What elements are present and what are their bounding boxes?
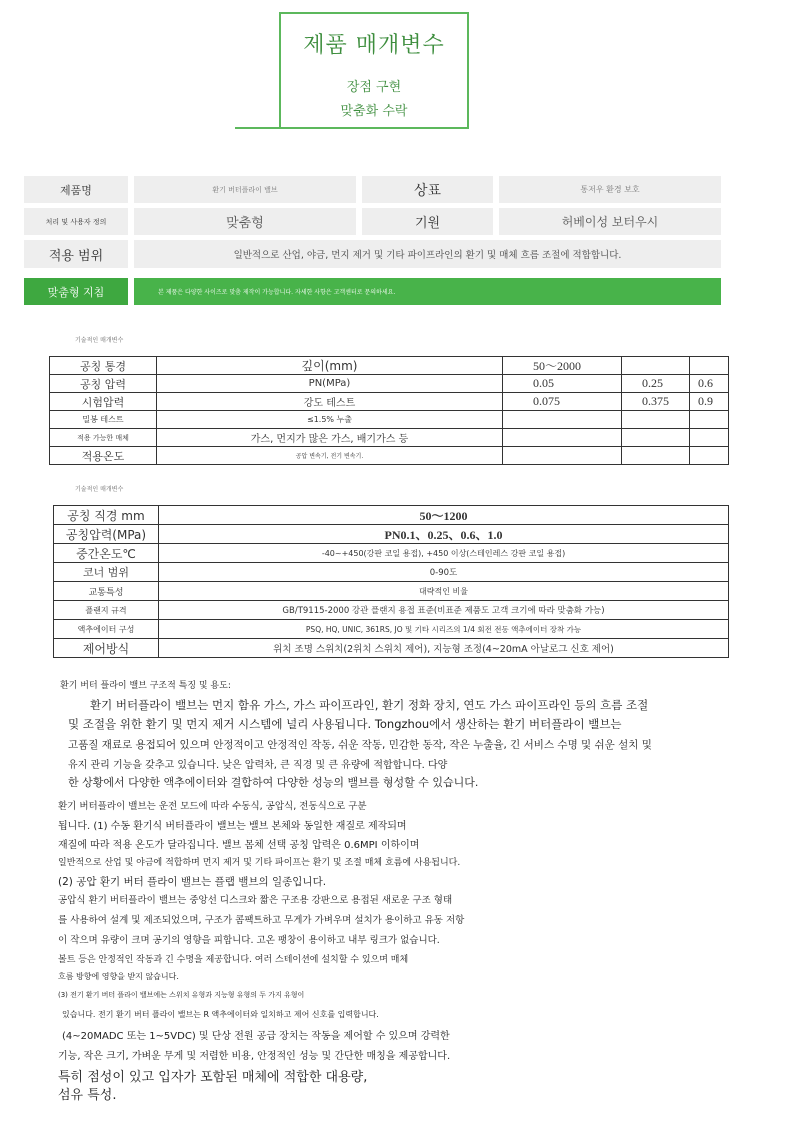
spec-label: 액추에이터 구성: [54, 620, 159, 639]
spec-value: PN0.1、0.25、0.6、1.0: [159, 525, 729, 544]
spec-row: [50, 357, 729, 375]
spec-label: 공칭 통경: [50, 357, 157, 375]
spec-value: [503, 411, 622, 429]
desc-line: 및 조절을 위한 환기 및 먼지 제거 시스템에 널리 사용됩니다. Tongzhou에서 생산하는 환기 버터플라이 밸브는: [68, 717, 622, 731]
spec-label: 적용 가능한 매체: [50, 429, 157, 447]
desc-line: 를 사용하여 설계 및 제조되었으며, 구조가 콤팩트하고 무게가 가벼우며 설치가 용이하고 유동 저항: [58, 915, 465, 926]
desc-line: 유지 관리 기능을 갖추고 있습니다. 낮은 압력차, 큰 직경 및 큰 유량에 적합합니다. 다양: [68, 760, 448, 771]
spec-row: [54, 639, 729, 658]
spec-value: [503, 447, 622, 465]
spec-value: [690, 411, 729, 429]
spec-value: [622, 357, 690, 375]
spec-value: 50～2000: [503, 357, 622, 375]
page-title: 제품 매개변수: [303, 33, 445, 58]
spec-value: 50～1200: [159, 506, 729, 525]
spec-row: [50, 447, 729, 465]
spec-label: 공칭 압력: [50, 375, 157, 393]
info-label-scope: 적용 범위: [24, 240, 128, 268]
spec-value: [503, 429, 622, 447]
spec-row: [50, 411, 729, 429]
info-label-origin: 기원: [362, 208, 493, 235]
spec-param: 공압 변속기, 전기 변속기.: [157, 447, 503, 465]
desc-line: 이 작으며 유량이 크며 공기의 영향을 피합니다. 고온 팽창이 용이하고 내부 링크가 없습니다.: [58, 935, 440, 946]
spec-row: [54, 506, 729, 525]
desc-line: 재질에 따라 적용 온도가 달라집니다. 밸브 몸체 선택 공칭 압력은 0.6MPI 이하이며: [58, 840, 420, 851]
spec-row: [54, 544, 729, 563]
desc-line: (3) 전기 환기 버터 플라이 밸브에는 스위치 유형과 지능형 유형의 두 가지 유형이: [58, 991, 305, 999]
spec-row: [54, 563, 729, 582]
spec-label: 시험압력: [50, 393, 157, 411]
spec-label: 제어방식: [54, 639, 159, 658]
desc-line: 공압식 환기 버터플라이 밸브는 중앙선 디스크와 짧은 구조용 강판으로 용접된 새로운 구조 형태: [58, 895, 453, 906]
spec-value: [690, 429, 729, 447]
spec-row: [54, 525, 729, 544]
spec-value: [622, 411, 690, 429]
spec-label: 교통특성: [54, 582, 159, 601]
desc-line: 환기 버터플라이 밸브는 먼지 함유 가스, 가스 파이프라인, 환기 정화 장치, 연도 가스 파이프라인 등의 흐름 조절: [90, 698, 649, 712]
spec-value: -40~+450(강판 코일 용접), +450 이상(스테인레스 강판 코일 용접): [159, 544, 729, 563]
desc-line: 흐름 방향에 영향을 받지 않습니다.: [58, 972, 179, 981]
spec-value: 0-90도: [159, 563, 729, 582]
spec-row: [50, 393, 729, 411]
desc-line: 특히 점성이 있고 입자가 포함된 매체에 적합한 대용량,: [58, 1070, 368, 1085]
spec-label: 중간온도℃: [54, 544, 159, 563]
info-value-customization: 맞춤형: [134, 208, 356, 235]
spec-value: 0.05: [503, 375, 622, 393]
info-label-product-name: 제품명: [24, 176, 128, 203]
spec-value: 0.25: [622, 375, 690, 393]
info-value-product-name: 환기 버터플라이 밸브: [134, 176, 356, 203]
spec-label: 밀봉 테스트: [50, 411, 157, 429]
table1-caption: 기술적인 매개변수: [75, 337, 124, 344]
info-value-custom-guide: 본 제품은 다양한 사이즈로 맞춤 제작이 가능합니다. 자세한 사항은 고객센터로 문의하세요.: [134, 278, 721, 305]
info-label-customization: 처리 및 사용자 정의: [24, 208, 128, 235]
desc-line: 기능, 작은 크기, 가벼운 무게 및 저렴한 비용, 안정적인 성능 및 간단한 매칭을 제공합니다.: [58, 1051, 451, 1062]
spec-param: ≤1.5% 누출: [157, 411, 503, 429]
desc-line: 환기 버터플라이 밸브는 운전 모드에 따라 수동식, 공압식, 전동식으로 구분: [58, 801, 367, 812]
spec-row: [54, 582, 729, 601]
desc-line: 고품질 재료로 용접되어 있으며 안정적이고 안정적인 작동, 쉬운 작동, 민감한 동작, 작은 누출율, 긴 서비스 수명 및 쉬운 설치 및: [68, 739, 652, 751]
spec-label: 공칭압력(MPa): [54, 525, 159, 544]
spec-label: 플랜지 규격: [54, 601, 159, 620]
spec-param: 가스, 먼지가 많은 가스, 배기가스 등: [157, 429, 503, 447]
desc-line: 됩니다. (1) 수동 환기식 버터플라이 밸브는 밸브 본체와 동일한 재질로 제작되며: [58, 821, 407, 832]
spec-value: GB/T9115-2000 강관 플랜지 용접 표준(비표준 제품도 고객 크기에 따라 맞춤화 가능): [159, 601, 729, 620]
desc-line: 볼트 등은 안정적인 작동과 긴 수명을 제공합니다. 여러 스테이션에 설치할 수 있으며 매체: [58, 955, 409, 965]
spec-table-2: [53, 505, 729, 658]
spec-label: 공칭 직경 mm: [54, 506, 159, 525]
spec-row: [50, 375, 729, 393]
header-divider: [235, 127, 467, 129]
desc-line: 섬유 특성.: [58, 1088, 117, 1103]
desc-line: (4~20MADC 또는 1~5VDC) 및 단상 전원 공급 장치는 작동을 제어할 수 있으며 강력한: [62, 1031, 450, 1042]
spec-label: 코너 범위: [54, 563, 159, 582]
spec-value: 0.6: [690, 375, 729, 393]
info-label-custom-guide: 맞춤형 지침: [24, 278, 128, 305]
spec-value: 0.075: [503, 393, 622, 411]
spec-label: 적용온도: [50, 447, 157, 465]
spec-param: 강도 테스트: [157, 393, 503, 411]
spec-row: [54, 620, 729, 639]
desc-line: 있습니다. 전기 환기 버터 플라이 밸브는 R 액추에이터와 일치하고 제어 신호를 입력합니다.: [62, 1010, 379, 1019]
info-label-brand: 상표: [362, 176, 493, 203]
spec-param: PN(MPa): [157, 375, 503, 393]
header-subtitle-2: 맞춤화 수락: [340, 104, 408, 119]
spec-value: 0.9: [690, 393, 729, 411]
spec-param: 깊이(mm): [157, 357, 503, 375]
spec-value: [622, 447, 690, 465]
spec-value: 0.375: [622, 393, 690, 411]
spec-value: PSQ, HQ, UNIC, 361RS, JO 및 기타 시리즈의 1/4 회전 전동 액추에이터 장착 가능: [159, 620, 729, 639]
spec-row: [54, 601, 729, 620]
desc-line: 한 상황에서 다양한 액추에이터와 결합하여 다양한 성능의 밸브를 형성할 수 있습니다.: [68, 776, 479, 789]
spec-table-1: [49, 356, 729, 465]
info-value-scope: 일반적으로 산업, 야금, 먼지 제거 및 기타 파이프라인의 환기 및 매체 흐름 조절에 적합합니다.: [134, 240, 721, 268]
desc-line: (2) 공압 환기 버터 플라이 밸브는 플랩 밸브의 일종입니다.: [58, 876, 327, 888]
info-value-origin: 허베이성 보터우시: [499, 208, 721, 235]
spec-value: 대략적인 비율: [159, 582, 729, 601]
spec-value: [690, 357, 729, 375]
info-value-brand: 통저우 환경 보호: [499, 176, 721, 203]
spec-value: [690, 447, 729, 465]
desc-line: 일반적으로 산업 및 야금에 적합하며 먼지 제거 및 기타 파이프는 환기 및 조절 매체 흐름에 사용됩니다.: [58, 858, 461, 868]
spec-value: 위치 조명 스위치(2위치 스위치 제어), 지능형 조정(4~20mA 아날로그 신호 제어): [159, 639, 729, 658]
spec-row: [50, 429, 729, 447]
header-subtitle-1: 장점 구현: [346, 80, 402, 95]
header-box: [279, 12, 469, 129]
desc-heading: 환기 버터 플라이 밸브 구조적 특징 및 용도:: [60, 681, 231, 691]
table2-caption: 기술적인 매개변수: [75, 486, 124, 493]
spec-value: [622, 429, 690, 447]
